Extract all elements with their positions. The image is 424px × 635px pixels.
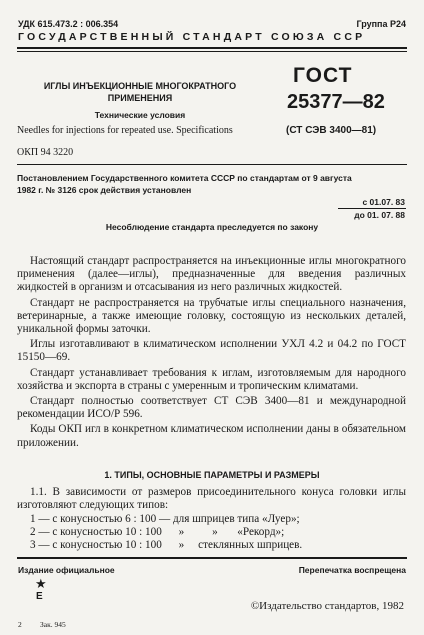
state-standard-line: ГОСУДАРСТВЕННЫЙ СТАНДАРТ СОЮЗА ССР: [18, 31, 366, 43]
body-text: [17, 255, 406, 450]
header-rule-bottom: [17, 51, 407, 52]
page-number: 2: [18, 620, 22, 629]
group-code: Группа Р24: [356, 19, 406, 29]
body-paragraph-4: Стандарт устанавливает требования к иглам, изготовляемым для народного хозяйства и экспорта в страны с умеренным и тропическим климатами.: [17, 366, 406, 392]
list-item: 3 — с конусностью 10 : 100 » стеклянных шприцев.: [30, 539, 303, 551]
copyright: ©Издательство стандартов, 1982: [250, 600, 404, 612]
reprint-prohibited: Перепечатка воспрещена: [298, 565, 406, 575]
gost-number: 25377—82: [287, 91, 385, 113]
body-paragraph-5: Стандарт полностью соответствует СТ СЭВ 3400—81 и международной рекомендации ИСО/Р 596.: [17, 395, 406, 421]
section-paragraph-1-1: 1.1. В зависимости от размеров присоединительного конуса головки иглы изготовляют следующих типов:: [17, 486, 406, 512]
prosecution-note: Несоблюдение стандарта преследуется по закону: [105, 222, 319, 232]
footer-rule: [17, 557, 407, 559]
header-rule-top: [17, 47, 407, 49]
st-sev-reference: (СТ СЭВ 3400—81): [286, 125, 377, 136]
udk-code: УДК 615.473.2 : 006.354: [18, 19, 119, 29]
list-item: 2 — с конусностью 10 : 100 » » «Рекорд»;: [30, 526, 285, 538]
title-rule: [17, 164, 407, 165]
date-underline: [338, 208, 406, 209]
body-paragraph-3: Иглы изготавливают в климатическом исполнении УХЛ 4.2 и 04.2 по ГОСТ 15150—69.: [17, 338, 406, 364]
title-ru: [40, 80, 240, 104]
section-heading: 1. ТИПЫ, ОСНОВНЫЕ ПАРАМЕТРЫ И РАЗМЕРЫ: [104, 470, 320, 480]
okp-code: ОКП 94 3220: [17, 147, 74, 158]
decree-text: [17, 172, 352, 196]
subtitle-ru: Технические условия: [94, 110, 186, 120]
type-list: [30, 513, 302, 552]
official-edition: Издание официальное: [18, 565, 115, 575]
title-ru-line1: ИГЛЫ ИНЪЕКЦИОННЫЕ МНОГОКРАТНОГО: [43, 81, 237, 91]
decree-line1: Постановлением Государственного комитета СССР по стандартам от 9 августа: [17, 173, 352, 183]
body-paragraph-2: Стандарт не распространяется на трубчатые иглы специального назначения, ветеринарные, а также имеющие головку, состоящую из нескольких деталей, уникальной формы заточки.: [17, 296, 406, 336]
title-en: Needles for injections for repeated use. Specifications: [17, 125, 233, 136]
list-item: 1 — с конусностью 6 : 100 — для шприцев типа «Луер»;: [30, 513, 300, 525]
edition-letter: Е: [36, 591, 43, 602]
star-icon: ★: [35, 576, 47, 591]
order-number: Зак. 945: [40, 620, 66, 629]
section-paragraph: [17, 486, 406, 512]
body-paragraph-1: Настоящий стандарт распространяется на инъекционные иглы многократного применения (далее—иглы), предназначенные для введения различных жидкостей в организм и отсасывания из него различных жидкостей.: [17, 255, 406, 294]
effective-from-date: с 01.07. 83: [362, 197, 405, 207]
gost-label: ГОСТ: [293, 64, 353, 87]
effective-to-date: до 01. 07. 88: [354, 210, 405, 220]
title-ru-line2: ПРИМЕНЕНИЯ: [107, 93, 173, 103]
decree-line2: 1982 г. № 3126 срок действия установлен: [17, 185, 192, 195]
body-paragraph-6: Коды ОКП игл в конкретном климатическом исполнении даны в обязательном приложении.: [17, 423, 406, 449]
